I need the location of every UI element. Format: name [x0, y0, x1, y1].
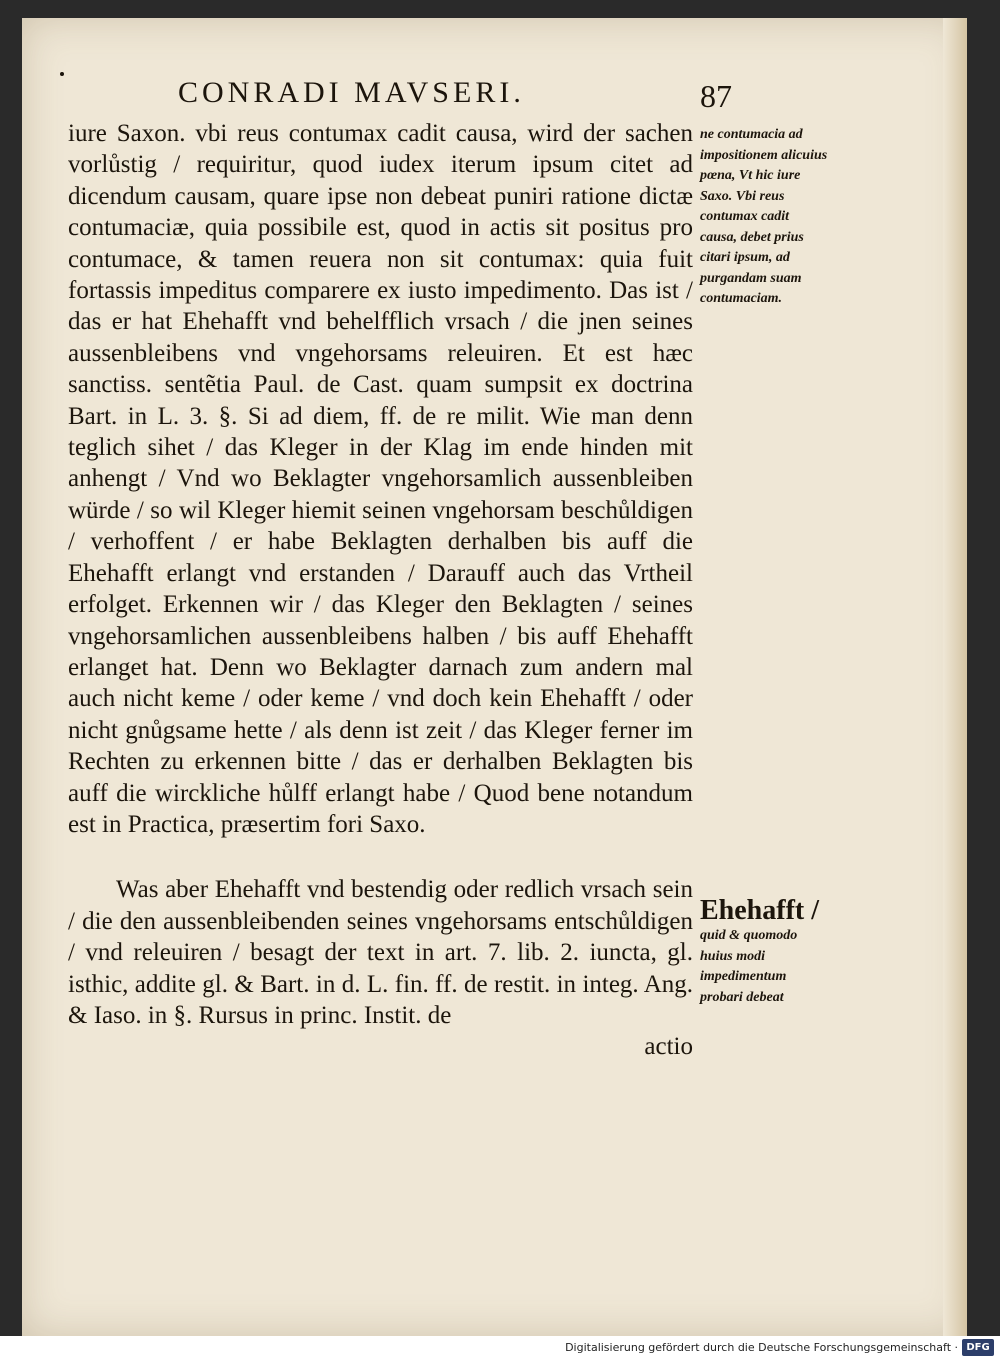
- dfg-logo-icon: DFG: [962, 1339, 994, 1356]
- running-header: CONRADI MAVSERI.: [178, 76, 525, 109]
- margin-note-2: [700, 896, 828, 1008]
- page-number: 87: [700, 78, 732, 114]
- margin-note-2-text: quid & quomodo huius modi impedimentum probari debeat: [700, 928, 798, 1005]
- main-text: [68, 118, 693, 1063]
- ink-mark: [60, 72, 64, 76]
- footer-credit: Digitalisierung gefördert durch die Deutsche Forschungsgemeinschaft ·: [565, 1341, 958, 1354]
- paragraph-1: iure Saxon. vbi reus contumax cadit causa, wird der sachen vorlůstig / requiritur, quod iudex iterum ipsum citet ad dicendum causam, quare ipse non debeat puniri ratione dictæ contumaciæ, quia possibile est, quod in actis sit positus pro contumace, & tamen reuera non sit contumax: quia fuit fortassis impeditus comparere ex iusto impedimento. Das ist / das er hat Ehehafft vnd behelfflich vrsach / die jnen seines aussenbleibens vnd vngehorsams releuiren. Et est hæc sanctiss. sentẽtia Paul. de Cast. quam sumpsit ex doctrina Bart. in L. 3. §. Si ad diem, ff. de re milit. Wie man denn teglich sihet / das Kleger in der Klag im ende hinden mit anhengt / Vnd wo Beklagter vngehorsamlich aussenbleiben würde / so wil Kleger hiemit seinen vngehorsam beschůldigen / verhoffent / er habe Beklagten derhalben bis auff die Ehehafft erlangt vnd erstanden / Darauff auch das Vrtheil erfolget. Erkennen wir / das Kleger den Beklagten / seines vngehorsamlichen aussenbleibens halben / bis auff Ehehafft erlanget hat. Denn wo Beklagter darnach zum andern mal auch nicht keme / oder keme / vnd doch kein Ehehafft / oder nicht gnůgsame hette / als denn ist zeit / das Kleger ferner im Rechten zu erkennen bitte / das er derhalben Beklagten bis auff die wirckliche hůlff erlangt habe / Quod bene notandum est in Practica, præsertim fori Saxo.: [68, 120, 693, 838]
- margin-note-2-lead: Ehehafft /: [700, 895, 819, 926]
- paragraph-2: Was aber Ehehafft vnd bestendig oder redlich vrsach sein / die den aussenbleibenden seines vngehorsams entschůldigen / vnd releuiren / besagt der text in art. 7. lib. 2. iuncta, gl. isthic, addite gl. & Bart. in d. L. fin. ff. de restit. in integ. Ang. & Iaso. in §. Rursus in princ. Instit. de: [68, 876, 693, 1029]
- page-edge: [943, 18, 967, 1336]
- footer-bar: [0, 1336, 1000, 1361]
- catchword: actio: [644, 1033, 693, 1061]
- margin-note-1: ne contumacia ad impositionem alicuius pœna, Vt hic iure Saxo. Vbi reus contumax cadit causa, debet prius citari ipsum, ad purgandam suam contumaciam.: [700, 127, 828, 306]
